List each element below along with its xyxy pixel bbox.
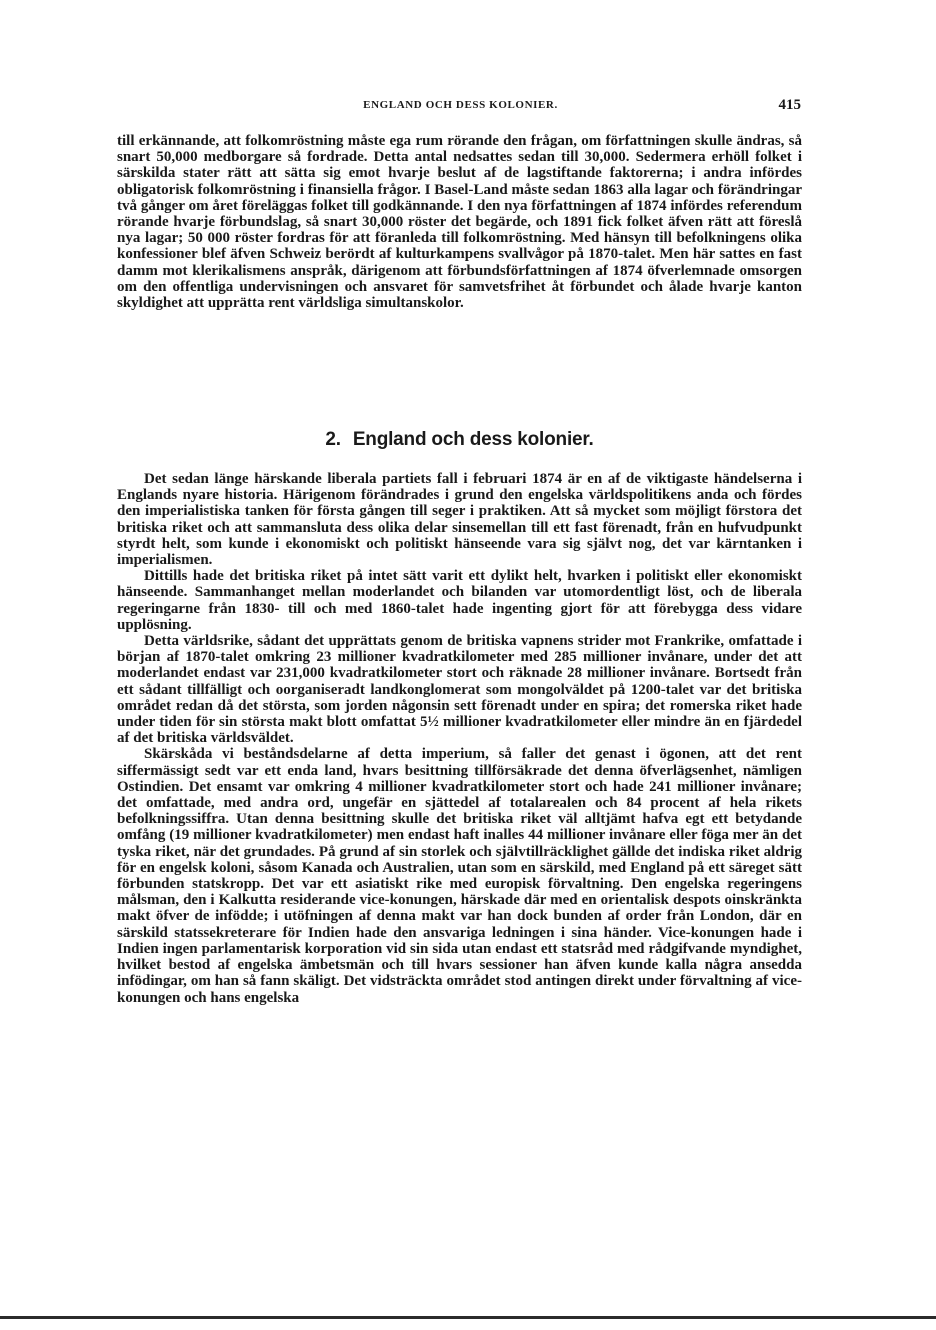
body-paragraph-1: Det sedan länge härskande liberala partiets fall i februari 1874 är en af de viktigaste händelserna i Englands nyare historia. Härigenom förändrades i grund den engelska världspolitikens anda och fördes den imperialistiska tanken för första gången till seger i praktiken. Att så mycket som möjligt förstora det britiska riket och att sammansluta dess olika delar sinsemellan till ett fast förenadt, från en hufvudpunkt styrdt helt, som kunde i ekonomiskt och politiskt hänseende vara sig självt nog, det var kärntanken i imperialismen. (117, 471, 802, 569)
section-number: 2. (325, 429, 341, 450)
continued-text-block (117, 133, 802, 311)
continued-paragraph: till erkännande, att folkomröstning måste ega rum rörande den frågan, om författningen skulle ändras, så snart 50,000 medborgare så fordrade. Detta antal nedsattes sedan till 30,000. Sedermera erhöll folket i särskilda stater rätt att sätta sig emot hvarje beslut af de lagstiftande faktorerna; i andra infördes obligatorisk folkomröstning i finansiella frågor. I Basel-Land måste sedan 1863 alla lagar och förändringar två gånger om året föreläggas folket till godkännande. I den nya författningen af 1874 infördes referendum rörande hvarje förbundslag, så snart 30,000 röster det begärde, och 1891 fick folket äfven rätt att föreslå nya lagar; 50 000 röster fordras för att föranleda till folkomröstning. Med hänsyn till befolkningens olika konfessioner blef äfven Schweiz berördt af kulturkampens svallvågor på 1870-talet. Men här sattes en fast damm mot klerikalismens anspråk, därigenom att förbundsförfattningen af 1874 öfverlemnade omsorgen om den offentliga undervisningen och ansvaret för samvetsfrihet åt förbundet och ålade hvarje kanton skyldighet att upprätta rent världsliga simultanskolor. (117, 133, 802, 312)
scan-edge-rule (0, 1316, 936, 1319)
section-heading (117, 429, 802, 451)
body-paragraph-2: Dittills hade det britiska riket på intet sätt varit ett dylikt helt, hvarken i politiskt eller ekonomiskt hänseende. Sammanhanget mellan moderlandet och bilanden var utomordentligt löst, och de liberala regeringarne från 1830- till och med 1860-talet hade ingenting gjort för att förebygga dess vidare upplösning. (117, 568, 802, 633)
running-title: ENGLAND OCH DESS KOLONIER. (363, 99, 558, 111)
section-title: England och dess kolonier. (352, 429, 594, 450)
body-paragraph-3: Detta världsrike, sådant det upprättats genom de britiska vapnens strider mot Frankrike, omfattade i början af 1870-talet omkring 23 millioner kvadratkilometer med 285 millioner invånare, under det att moderlandet endast var 231,000 kvadratkilometer stort och räknade 28 millioner invånare. Bortsedt från ett sådant tillfälligt och oorganiseradt landkonglomerat som mongolväldet på 1200-talet var det britiska området redan då det största, som jorden någonsin sett förenadt under en spira; det romerska riket hade under tiden för sin största makt blott omfattat 5½ millioner kvadratkilometer eller mindre än en fjärdedel af det britiska världsväldet. (117, 633, 802, 747)
running-header (118, 97, 803, 117)
body-paragraph-4: Skärskåda vi beståndsdelarne af detta imperium, så faller det genast i ögonen, att det rent siffermässigt sedt var ett enda land, hvars besittning tillförsäkrade det denna öfverlägsenhet, nämligen Ostindien. Det ensamt var omkring 4 millioner kvadratkilometer stort och hade 241 millioner invånare; det omfattade, med andra ord, ungefär en sjättedel af totalarealen och 84 procent af hela rikets befolkningssiffra. Utan denna besittning skulle det britiska riket väl alltjämt hafva egt ett betydande omfång (19 millioner kvadratkilometer) men endast haft inalles 44 millioner invånare eller föga mer än det tyska riket, när det grundades. På grund af sin storlek och självtillräcklighet gällde det indiska riket aldrig för en engelsk koloni, såsom Kanada och Australien, utan som en särskild, med England på ett säreget sätt förbunden statskropp. Det var ett asiatiskt rike med europisk förvaltning. Den engelska regeringens målsman, den i Kalkutta residerande vice-konungen, härskade där med en orientalisk despots oinskränkta makt öfver de infödde; i utöfningen af denna makt var han dock bunden af order från London, där en särskild statssekreterare för Indien hade den ansvariga ledningen i sina händer. Vice-konungen hade i Indien ingen parlamentarisk korporation vid sin sida utan endast ett statsråd med rådgifvande myndighet, hvilket bestod af engelska ämbetsmän och till hvars sessioner han äfven kunde kalla några ansedda infödingar, om han så fann skäligt. Det vidsträckta området stod antingen direkt under förvaltning af vice-konungen och hans engelska (117, 746, 802, 1006)
section-body (117, 471, 802, 1006)
page-number: 415 (778, 97, 801, 113)
